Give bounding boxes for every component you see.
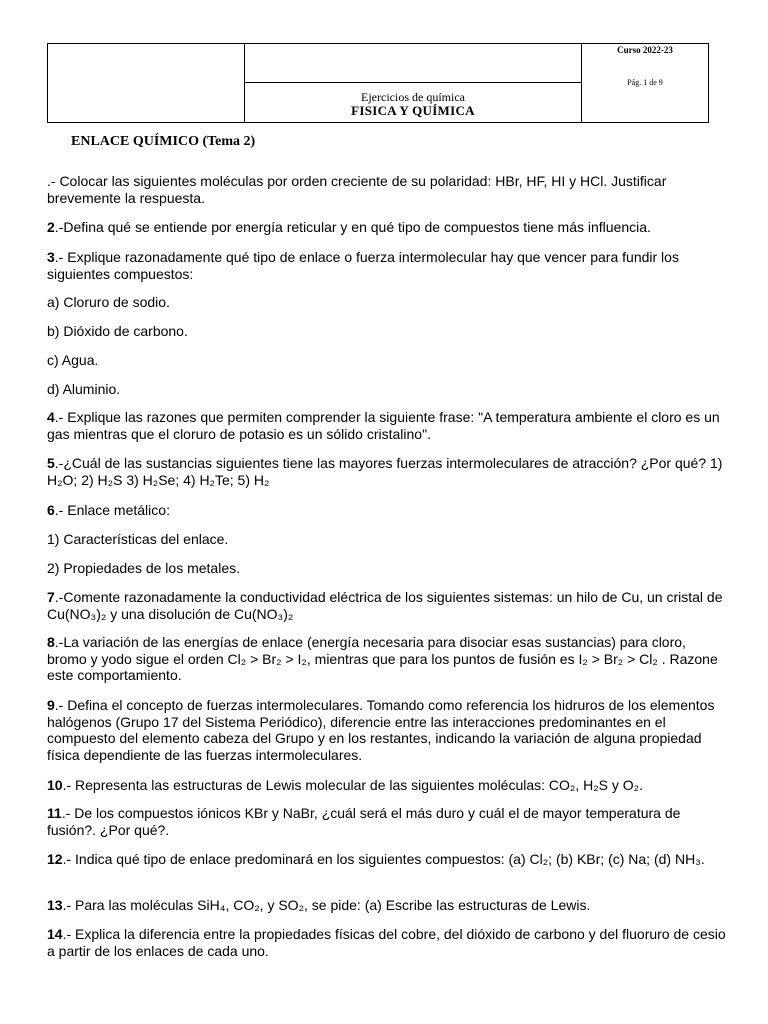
question-3b: b) Dióxido de carbono.	[47, 323, 188, 339]
question-12: 12.- Indica qué tipo de enlace predominará en los siguientes compuestos: (a) Cl₂; (b) KBr; (c) Na; (d) NH₃.	[47, 851, 705, 867]
question-6-1: 1) Características del enlace.	[47, 531, 229, 547]
question-9: 9.- Defina el concepto de fuerzas intermoleculares. Tomando como referencia los hidruros de los elementos halógenos (Grupo 17 del Sistema Periódico), diferencie entre las interacciones predominantes en el compuesto del elemento cabeza del Grupo y en los restantes, indicando la variación de alguna propiedad física dependiente de las fuerzas intermoleculares.	[47, 697, 715, 763]
question-5: 5.-¿Cuál de las sustancias siguientes tiene las mayores fuerzas intermoleculares de atracción? ¿Por qué? 1) H₂O; 2) H₂S 3) H₂Se; 4) H₂Te; 5) H₂	[47, 455, 723, 488]
question-3d: d) Aluminio.	[47, 381, 121, 397]
question-6: 6.- Enlace metálico:	[47, 502, 170, 518]
question-4: 4.- Explique las razones que permiten comprender la siguiente frase: "A temperatura ambiente el cloro es un gas mientras que el cloruro de potasio es un sólido cristalino".	[47, 409, 720, 442]
page-number: Pág. 1 de 9	[627, 78, 663, 87]
question-13: 13.- Para las moléculas SiH₄, CO₂, y SO₂, se pide: (a) Escribe las estructuras de Lewis.	[47, 897, 591, 913]
course-year: Curso 2022-23	[617, 45, 673, 55]
header-course-cell	[582, 44, 709, 123]
header-table	[47, 43, 709, 123]
subject-line: Ejercicios de química	[361, 90, 465, 104]
header-subject-cell	[245, 83, 582, 123]
page-title: ENLACE QUÍMICO (Tema 2)	[71, 134, 256, 149]
question-7: 7.-Comente razonadamente la conductividad eléctrica de los siguientes sistemas: un hilo de Cu, un cristal de Cu(NO₃)₂ y una disolución de Cu(NO₃)₂	[47, 589, 723, 622]
question-1: .- Colocar las siguientes moléculas por orden creciente de su polaridad: HBr, HF, HI y HCl. Justificar brevemente la respuesta.	[47, 173, 667, 206]
question-10: 10.- Representa las estructuras de Lewis molecular de las siguientes moléculas: CO₂, H₂S y O₂.	[47, 777, 644, 793]
question-14: 14.- Explica la diferencia entre la propiedades físicas del cobre, del dióxido de carbono y del fluoruro de cesio a partir de los enlaces de cada uno.	[47, 926, 726, 959]
question-2: 2.-Defina qué se entiende por energía reticular y en qué tipo de compuestos tiene más influencia.	[47, 219, 651, 235]
question-11: 11.- De los compuestos iónicos KBr y NaBr, ¿cuál será el más duro y cuál el de mayor temperatura de fusión?. ¿Por qué?.	[47, 805, 681, 838]
subject-title: FISICA Y QUÍMICA	[351, 103, 475, 118]
question-8: 8.-La variación de las energías de enlace (energía necesaria para disociar esas sustancias) para cloro, bromo y yodo sigue el orden Cl₂ > Br₂ > I₂, mientras que para los puntos de fusión es I₂ > Br₂ > Cl₂ . Razone este comportamiento.	[47, 634, 718, 683]
header-logo-cell	[48, 44, 245, 123]
question-3: 3.- Explique razonadamente qué tipo de enlace o fuerza intermolecular hay que vencer para fundir los siguientes compuestos:	[47, 249, 679, 282]
question-6-2: 2) Propiedades de los metales.	[47, 560, 240, 576]
question-3a: a) Cloruro de sodio.	[47, 294, 170, 310]
question-3c: c) Agua.	[47, 352, 99, 368]
header-blank-cell	[245, 44, 582, 83]
